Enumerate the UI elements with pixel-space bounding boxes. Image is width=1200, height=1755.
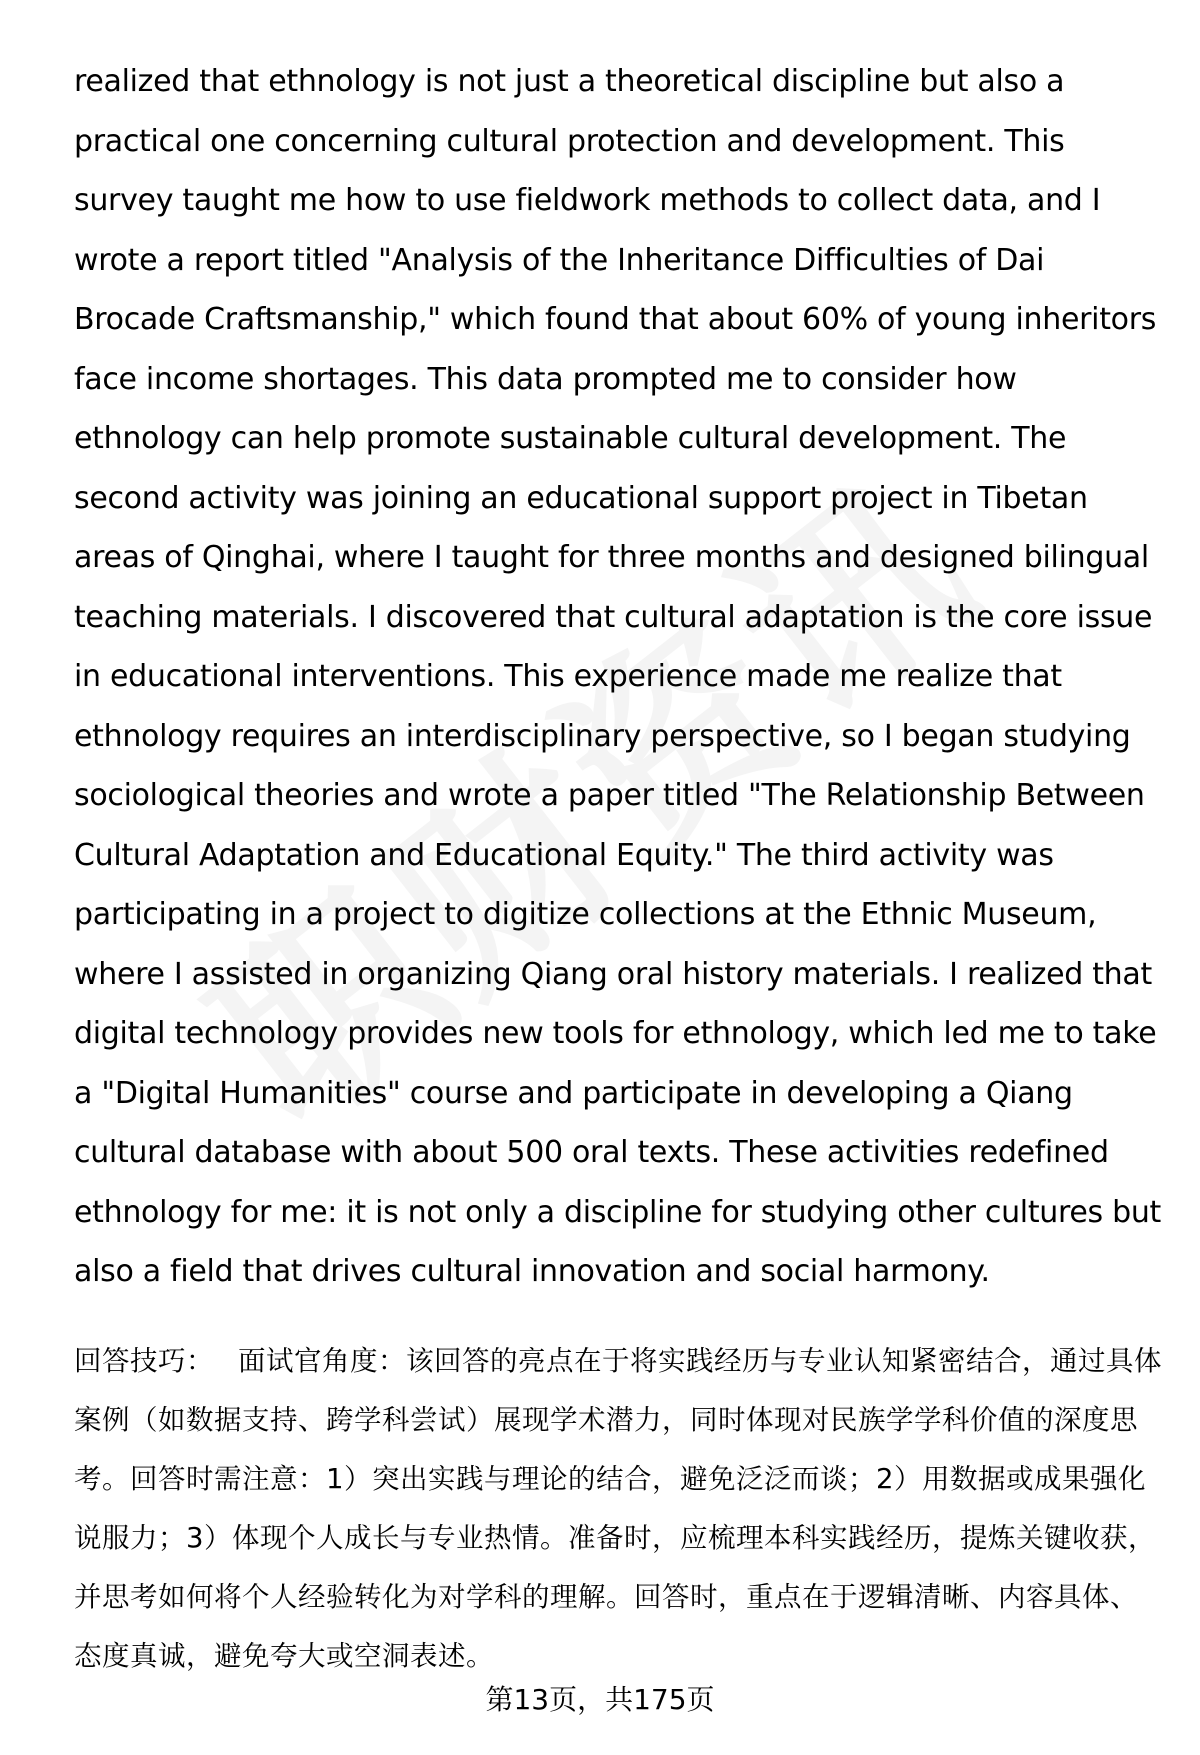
answer-tips-text: 面试官角度：该回答的亮点在于将实践经历与专业认知紧密结合，通过具体案例（如数据支持、跨学科尝试）展现学术潜力，同时体现对民族学学科价值的深度思考。回答时需注意：1）突出实践与理论的结合，避免泛泛而谈；2）用数据或成果强化说服力；3）体现个人成长与专业热情。准备时，应梳理本科实践经历，提炼关键收获，并思考如何将个人经验转化为对学科的理解。回答时，重点在于逻辑清晰、内容具体、态度真诚，避免夸大或空洞表述。	[74, 1345, 1162, 1672]
page-number: 第13页，共175页	[485, 1683, 715, 1716]
answer-tips-label: 回答技巧：	[74, 1345, 214, 1377]
body-paragraph: realized that ethnology is not just a theoretical discipline but also a practical one concerning cultural protection and development. This survey taught me how to use fieldwork methods to collect data, and I wrote a report titled "Analysis of the Inheritance Difficulties of Dai Brocade Craftsmanship," which found that about 60% of young inheritors face income shortages. This data prompted me to consider how ethnology can help promote sustainable cultural development. The second activity was joining an educational support project in Tibetan areas of Qinghai, where I taught for three months and designed bilingual teaching materials. I discovered that cultural adaptation is the core issue in educational interventions. This experience made me realize that ethnology requires an interdisciplinary perspective, so I began studying sociological theories and wrote a paper titled "The Relationship Between Cultural Adaptation and Educational Equity." The third activity was participating in a project to digitize collections at the Ethnic Museum, where I assisted in organizing Qiang oral history materials. I realized that digital technology provides new tools for ethnology, which led me to take a "Digital Humanities" course and participate in developing a Qiang cultural database with about 500 oral texts. These activities redefined ethnology for me: it is not only a discipline for studying other cultures but also a field that drives cultural innovation and social harmony.	[74, 64, 1162, 1289]
answer-tips-paragraph	[74, 1332, 1164, 1686]
